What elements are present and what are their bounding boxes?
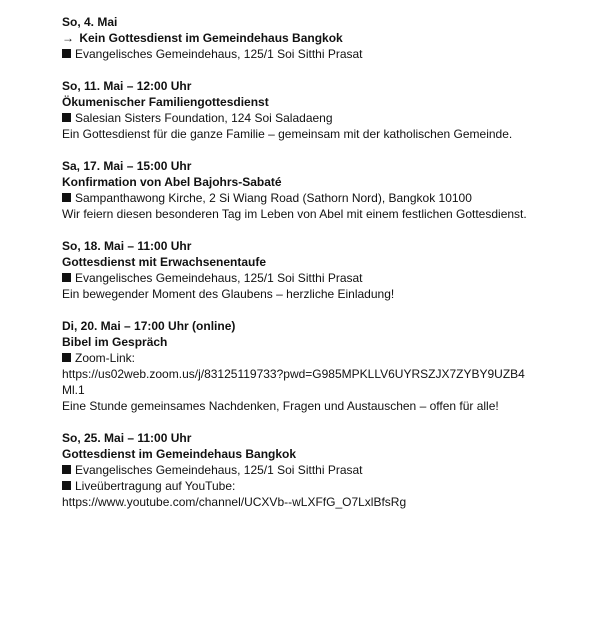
- event-location-text: Salesian Sisters Foundation, 124 Soi Saladaeng: [75, 111, 333, 125]
- event-title: Ökumenischer Familiengottesdienst: [62, 95, 269, 109]
- event-item: [62, 238, 562, 302]
- event-date: So, 18. Mai – 11:00 Uhr: [62, 239, 192, 253]
- event-description: Ein Gottesdienst für die ganze Familie – gemeinsam mit der katholischen Gemeinde.: [62, 127, 513, 141]
- square-bullet-icon: [62, 353, 71, 362]
- zoom-link[interactable]: https://us02web.zoom.us/j/83125119733?pwd=G985MPKLLV6UYRSZJX7ZYBY9UZB4Ml.1: [62, 367, 525, 397]
- event-location: [62, 462, 562, 478]
- event-description: Ein bewegender Moment des Glaubens – herzliche Einladung!: [62, 287, 395, 301]
- event-date: Sa, 17. Mai – 15:00 Uhr: [62, 159, 192, 173]
- event-date: Di, 20. Mai – 17:00 Uhr (online): [62, 319, 236, 333]
- event-location-text: Evangelisches Gemeindehaus, 125/1 Soi Sitthi Prasat: [75, 271, 363, 285]
- event-date: So, 11. Mai – 12:00 Uhr: [62, 79, 192, 93]
- event-location: [62, 46, 562, 62]
- event-location: [62, 190, 562, 206]
- event-item: [62, 318, 562, 414]
- event-title: Konfirmation von Abel Bajohrs-Sabaté: [62, 175, 282, 189]
- youtube-link[interactable]: https://www.youtube.com/channel/UCXVb--wLXFfG_O7LxlBfsRg: [62, 495, 407, 509]
- event-date: So, 25. Mai – 11:00 Uhr: [62, 431, 192, 445]
- square-bullet-icon: [62, 193, 71, 202]
- square-bullet-icon: [62, 113, 71, 122]
- zoom-label-text: Zoom-Link:: [75, 351, 136, 365]
- event-item: [62, 14, 562, 62]
- stream-label: [62, 478, 562, 494]
- event-title: Gottesdienst im Gemeindehaus Bangkok: [62, 447, 297, 461]
- square-bullet-icon: [62, 465, 71, 474]
- event-title: Bibel im Gespräch: [62, 335, 168, 349]
- event-item: [62, 430, 562, 510]
- event-description: Wir feiern diesen besonderen Tag im Leben von Abel mit einem festlichen Gottesdienst.: [62, 207, 527, 221]
- event-date: So, 4. Mai: [62, 15, 118, 29]
- event-list: [62, 14, 562, 526]
- square-bullet-icon: [62, 481, 71, 490]
- event-item: [62, 78, 562, 142]
- event-description: Eine Stunde gemeinsames Nachdenken, Fragen und Austauschen – offen für alle!: [62, 399, 499, 413]
- event-item: [62, 158, 562, 222]
- arrow-right-icon: →: [62, 31, 74, 45]
- event-location-text: Sampanthawong Kirche, 2 Si Wiang Road (Sathorn Nord), Bangkok 10100: [75, 191, 472, 205]
- event-location-text: Evangelisches Gemeindehaus, 125/1 Soi Sitthi Prasat: [75, 47, 363, 61]
- stream-label-text: Liveübertragung auf YouTube:: [75, 479, 236, 493]
- event-title: Gottesdienst mit Erwachsenentaufe: [62, 255, 267, 269]
- square-bullet-icon: [62, 273, 71, 282]
- event-location: [62, 270, 562, 286]
- event-title-text: Kein Gottesdienst im Gemeindehaus Bangkok: [79, 31, 343, 45]
- zoom-label: [62, 350, 562, 366]
- event-location: [62, 110, 562, 126]
- event-title: [62, 30, 562, 46]
- event-location-text: Evangelisches Gemeindehaus, 125/1 Soi Sitthi Prasat: [75, 463, 363, 477]
- square-bullet-icon: [62, 49, 71, 58]
